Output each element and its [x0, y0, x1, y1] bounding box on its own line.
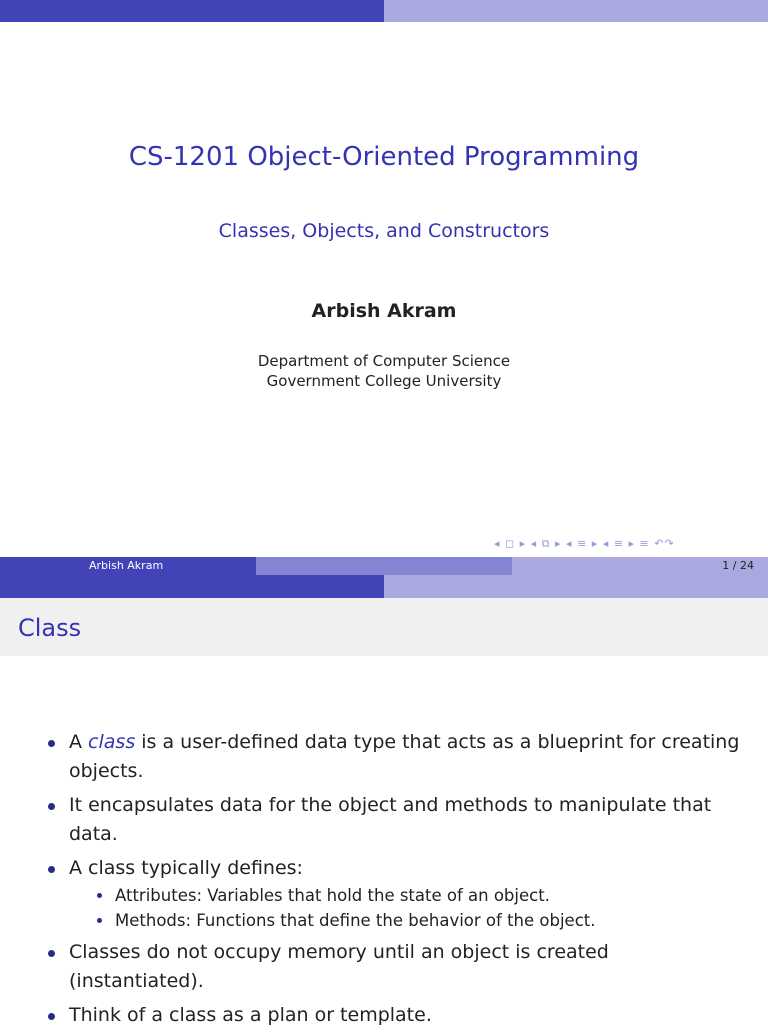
- footer-page-number: 1 / 24: [722, 559, 754, 572]
- bullet-text: It encapsulates data for the object and methods to manipulate that data.: [69, 794, 712, 845]
- list-item: [46, 1001, 746, 1030]
- slide-subtitle: Classes, Objects, and Constructors: [218, 220, 550, 242]
- frame-title: Class: [18, 614, 82, 642]
- list-item: [46, 728, 746, 786]
- top-bar-dark-2: [0, 575, 384, 598]
- footer-mid-box: [256, 557, 512, 575]
- author-name: Arbish Akram: [311, 300, 457, 322]
- list-item: [46, 854, 746, 933]
- bullet-text-suffix: is a user-defined data type that acts as a blueprint for creating objects.: [69, 731, 740, 782]
- bullet-text-prefix: A: [69, 731, 89, 753]
- frame-title-background: [0, 598, 768, 656]
- sub-list-item: Attributes: Variables that hold the state of an object.: [92, 883, 746, 908]
- bullet-list: [46, 728, 746, 1035]
- bullet-text: A class typically defines:: [69, 857, 303, 879]
- footer-author: Arbish Akram: [89, 559, 164, 572]
- slide-title: CS-1201 Object-Oriented Programming: [128, 142, 640, 172]
- institute-department: Department of Computer Science: [257, 352, 511, 370]
- list-item: [46, 791, 746, 849]
- bullet-text: Think of a class as a plan or template.: [69, 1004, 432, 1026]
- list-item: [46, 938, 746, 996]
- top-bar-light: [384, 0, 768, 22]
- top-bar-light-2: [384, 575, 768, 598]
- sub-list-item: Methods: Functions that define the behavior of the object.: [92, 908, 746, 933]
- institute-university: Government College University: [266, 372, 502, 390]
- top-bar-dark: [0, 0, 384, 22]
- emphasis-class: class: [88, 731, 136, 753]
- sub-list: [69, 883, 746, 933]
- beamer-navigation-icons[interactable]: ◂ ◻ ▸ ◂ ⧉ ▸ ◂ ≡ ▸ ◂ ≡ ▸ ≡ ↶↷: [494, 537, 675, 550]
- bullet-text: Classes do not occupy memory until an object is created (instantiated).: [69, 941, 609, 992]
